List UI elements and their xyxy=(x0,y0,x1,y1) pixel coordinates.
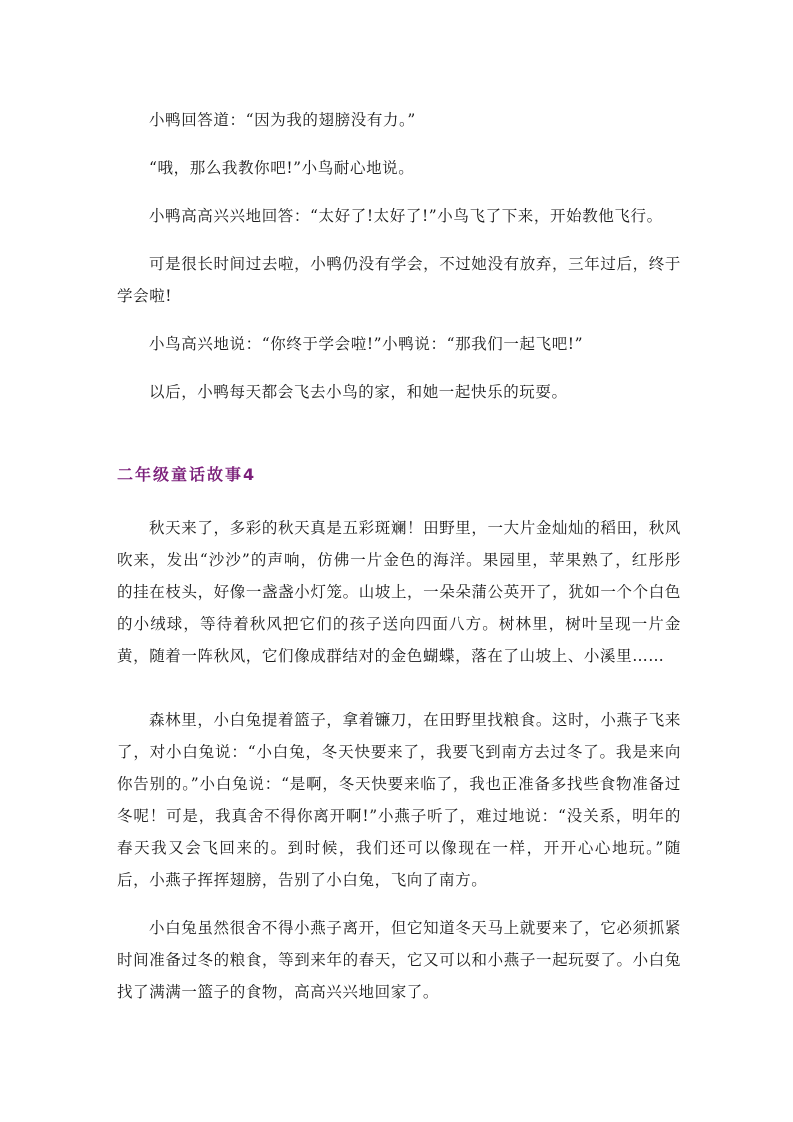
section-heading: 二年级童话故事4 xyxy=(117,465,257,484)
paragraph: 小鸟高兴地说：“你终于学会啦!”小鸭说：“那我们一起飞吧!” xyxy=(149,335,584,353)
paragraph: 森林里，小白兔提着篮子，拿着镰刀，在田野里找粮食。这时，小燕子飞来了，对小白兔说：“小白兔，冬天快要来了，我要飞到南方去过冬了。我是来向你告别的。”小白兔说：“是啊，冬天快要来临了，我也正准备多找些食物准备过冬呢！可是，我真舍不得你离开啊!”小燕子听了，难过地说：“没关系，明年的春天我又会飞回来的。到时候，我们还可以像现在一样，开开心心地玩。”随后，小燕子挥挥翅膀，告别了小白兔，飞向了南方。 xyxy=(117,711,681,889)
paragraph: 可是很长时间过去啦，小鸭仍没有学会，不过她没有放弃，三年过后，终于学会啦! xyxy=(117,255,681,305)
paragraph: 小白兔虽然很舍不得小燕子离开，但它知道冬天马上就要来了，它必须抓紧时间准备过冬的粮食，等到来年的春天，它又可以和小燕子一起玩耍了。小白兔找了满满一篮子的食物，高高兴兴地回家了。 xyxy=(117,919,681,1001)
paragraph: 小鸭回答道：“因为我的翅膀没有力。” xyxy=(149,111,416,129)
paragraph: 小鸭高高兴兴地回答：“太好了!太好了!”小鸟飞了下来，开始教他飞行。 xyxy=(149,207,663,225)
paragraph: 以后，小鸭每天都会飞去小鸟的家，和她一起快乐的玩耍。 xyxy=(149,383,568,401)
paragraph: 秋天来了，多彩的秋天真是五彩斑斓！田野里，一大片金灿灿的稻田，秋风吹来，发出“沙沙”的声响，仿佛一片金色的海洋。果园里，苹果熟了，红彤彤的挂在枝头，好像一盏盏小灯笼。山坡上，一朵朵蒲公英开了，犹如一个个白色的小绒球，等待着秋风把它们的孩子送向四面八方。树林里，树叶呈现一片金黄，随着一阵秋风，它们像成群结对的金色蝴蝶，落在了山坡上、小溪里…… xyxy=(117,519,681,665)
paragraph: “哦，那么我教你吧!”小鸟耐心地说。 xyxy=(149,159,415,177)
